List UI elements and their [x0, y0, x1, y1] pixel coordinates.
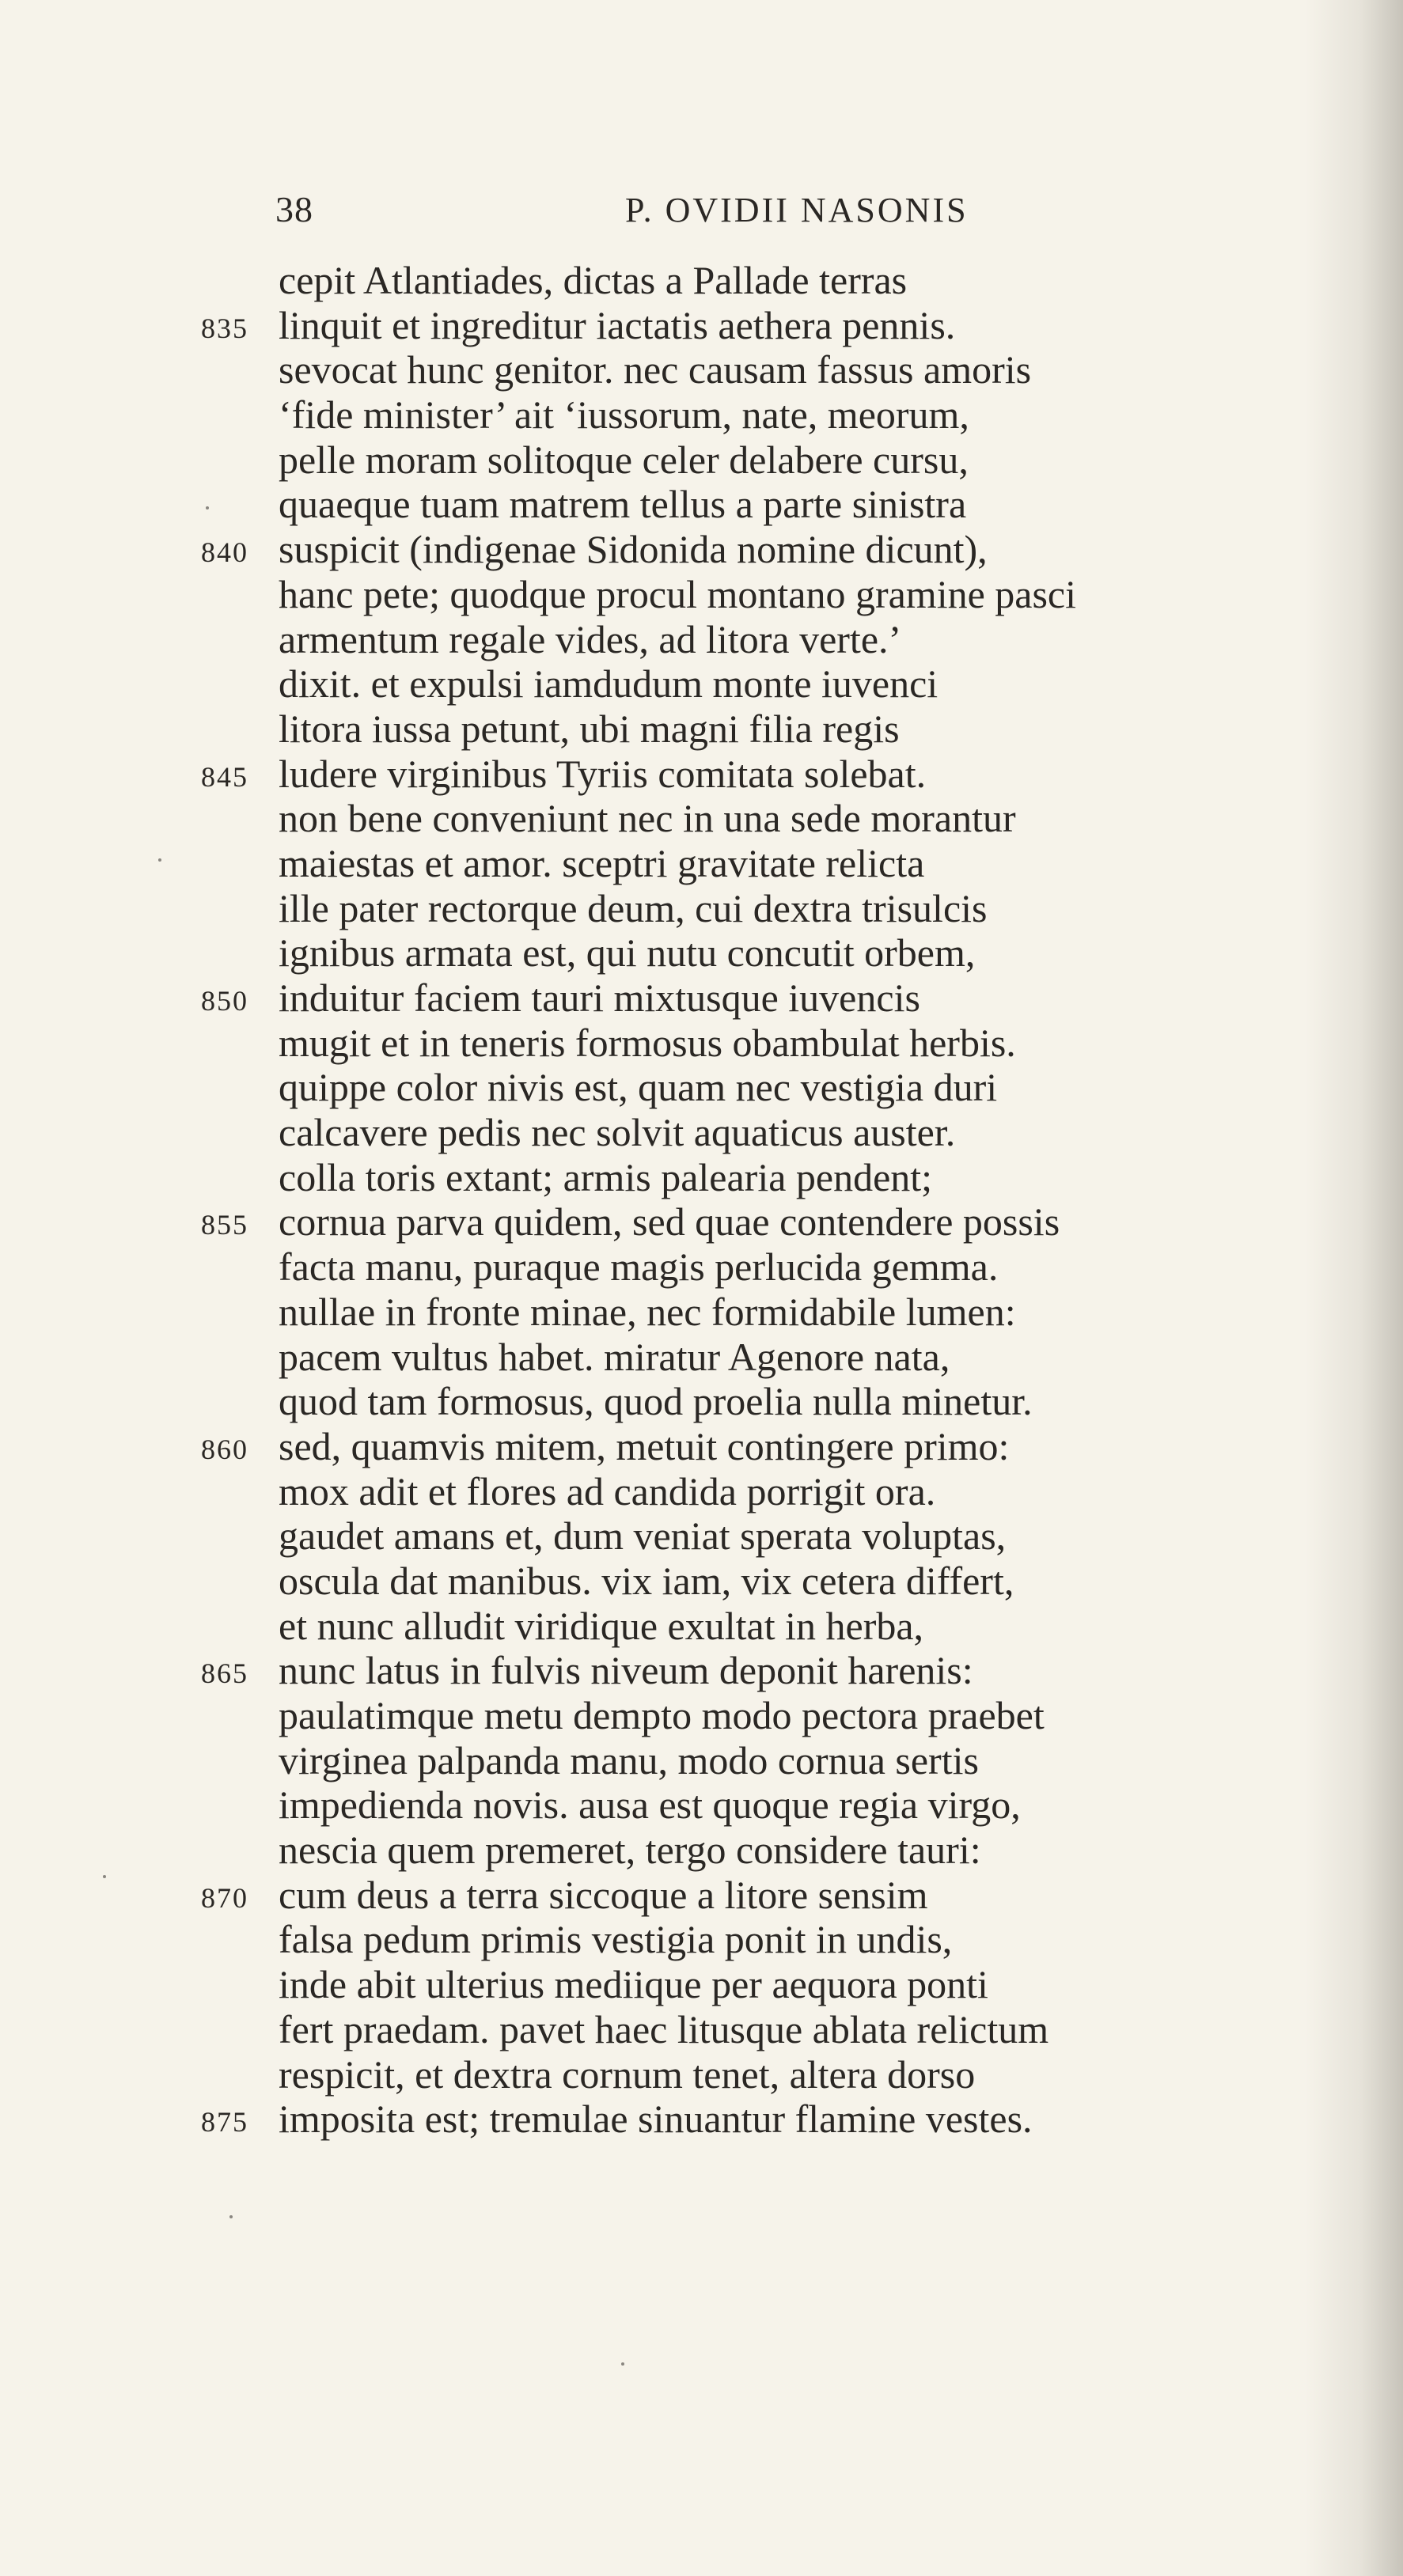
- verse-line: [0, 1244, 1403, 1290]
- verse-line: [0, 303, 1403, 348]
- verse-line: [0, 1335, 1403, 1380]
- verse-line: [0, 886, 1403, 931]
- verse-text: mox adit et flores ad candida porrigit ora.: [279, 1468, 936, 1513]
- verse-text: maiestas et amor. sceptri gravitate relicta: [279, 840, 925, 885]
- verse-line: [0, 661, 1403, 707]
- verse-text: ‘fide minister’ ait ‘iussorum, nate, meorum,: [279, 392, 969, 438]
- verse-text: ille pater rectorque deum, cui dextra trisulcis: [279, 885, 988, 930]
- line-number: 860: [201, 1433, 248, 1465]
- verse-line: [0, 796, 1403, 841]
- verse-text: pacem vultus habet. miratur Agenore nata,: [279, 1334, 950, 1379]
- verse-text: non bene conveniunt nec in una sede morantur: [279, 796, 1016, 841]
- paper-speck: [621, 2362, 624, 2366]
- verse-line: [0, 2007, 1403, 2052]
- verse-line: [0, 1424, 1403, 1469]
- verse-text: virginea palpanda manu, modo cornua sertis: [279, 1737, 979, 1782]
- paper-speck: [206, 506, 209, 510]
- verse-text: ignibus armata est, qui nutu concutit orbem,: [279, 930, 976, 975]
- running-head: P. OVIDII NASONIS: [625, 191, 969, 229]
- line-number: 845: [201, 760, 248, 793]
- verse-line: [0, 975, 1403, 1021]
- line-number: 850: [201, 985, 248, 1017]
- verse-line: [0, 841, 1403, 886]
- verse-text: ludere virginibus Tyriis comitata solebat.: [279, 751, 927, 796]
- verse-line: [0, 1021, 1403, 1066]
- verse-text: induitur faciem tauri mixtusque iuvencis: [279, 975, 920, 1020]
- verse-text: calcavere pedis nec solvit aquaticus auster.: [279, 1110, 956, 1155]
- verse-line: [0, 1559, 1403, 1604]
- verse-text: mugit et in teneris formosus obambulat herbis.: [279, 1020, 1016, 1065]
- verse-line: [0, 1379, 1403, 1424]
- verse-text: falsa pedum primis vestigia ponit in undis,: [279, 1917, 953, 1962]
- verse-text: gaudet amans et, dum veniat sperata voluptas,: [279, 1513, 1007, 1559]
- verse-line: [0, 258, 1403, 303]
- line-number: 865: [201, 1657, 248, 1690]
- verse-text: nunc latus in fulvis niveum deponit harenis:: [279, 1648, 973, 1693]
- verse-text: imposita est; tremulae sinuantur flamine vestes.: [279, 2097, 1033, 2142]
- verse-line: [0, 392, 1403, 438]
- line-number: 835: [201, 312, 248, 344]
- verse-text: respicit, et dextra cornum tenet, altera dorso: [279, 2051, 976, 2097]
- verse-text: nullae in fronte minae, nec formidabile lumen:: [279, 1289, 1016, 1334]
- verse-text: oscula dat manibus. vix iam, vix cetera differt,: [279, 1558, 1014, 1603]
- verse-block: [0, 258, 1403, 2142]
- verse-text: armentum regale vides, ad litora verte.’: [279, 616, 902, 661]
- verse-line: [0, 1873, 1403, 1918]
- verse-line: [0, 1648, 1403, 1693]
- page-number: 38: [275, 189, 313, 229]
- verse-line: [0, 752, 1403, 797]
- verse-line: [0, 707, 1403, 752]
- paper-speck: [229, 2215, 233, 2218]
- verse-text: suspicit (indigenae Sidonida nomine dicunt),: [279, 527, 988, 572]
- verse-line: [0, 1917, 1403, 1962]
- verse-line: [0, 572, 1403, 617]
- verse-line: [0, 2052, 1403, 2097]
- verse-text: litora iussa petunt, ubi magni filia regis: [279, 706, 900, 751]
- verse-line: [0, 930, 1403, 975]
- verse-line: [0, 1065, 1403, 1110]
- verse-text: quippe color nivis est, quam nec vestigia duri: [279, 1065, 998, 1110]
- verse-line: [0, 1962, 1403, 2007]
- verse-line: [0, 482, 1403, 527]
- verse-text: sevocat hunc genitor. nec causam fassus amoris: [279, 347, 1032, 392]
- verse-line: [0, 1469, 1403, 1514]
- verse-text: hanc pete; quodque procul montano gramine pasci: [279, 571, 1077, 616]
- verse-text: cornua parva quidem, sed quae contendere possis: [279, 1199, 1060, 1244]
- verse-text: paulatimque metu dempto modo pectora praebet: [279, 1693, 1045, 1737]
- verse-text: nescia quem premeret, tergo considere tauri:: [279, 1828, 981, 1873]
- verse-line: [0, 617, 1403, 662]
- line-number: 855: [201, 1209, 248, 1241]
- verse-line: [0, 1604, 1403, 1649]
- verse-text: fert praedam. pavet haec litusque ablata relictum: [279, 2006, 1049, 2051]
- verse-line: [0, 1110, 1403, 1155]
- verse-line: [0, 1738, 1403, 1783]
- verse-text: sed, quamvis mitem, metuit contingere primo:: [279, 1423, 1010, 1468]
- verse-text: pelle moram solitoque celer delabere cursu,: [279, 437, 969, 482]
- verse-text: impedienda novis. ausa est quoque regia virgo,: [279, 1782, 1021, 1828]
- verse-line: [0, 1513, 1403, 1559]
- paper-speck: [158, 858, 161, 862]
- verse-line: [0, 1782, 1403, 1828]
- verse-text: inde abit ulterius mediique per aequora ponti: [279, 1962, 988, 2007]
- verse-line: [0, 527, 1403, 572]
- verse-text: facta manu, puraque magis perlucida gemma.: [279, 1244, 999, 1290]
- line-number: 870: [201, 1881, 248, 1914]
- verse-line: [0, 1155, 1403, 1200]
- line-number: 840: [201, 536, 248, 569]
- verse-text: cum deus a terra siccoque a litore sensim: [279, 1872, 928, 1917]
- verse-text: cepit Atlantiades, dictas a Pallade terras: [279, 258, 908, 302]
- verse-line: [0, 438, 1403, 483]
- verse-line: [0, 1290, 1403, 1335]
- verse-line: [0, 1828, 1403, 1873]
- verse-line: [0, 1199, 1403, 1244]
- verse-line: [0, 347, 1403, 392]
- verse-text: linquit et ingreditur iactatis aethera pennis.: [279, 302, 956, 347]
- verse-line: [0, 1693, 1403, 1738]
- paper-speck: [103, 1875, 106, 1878]
- verse-text: quaeque tuam matrem tellus a parte sinistra: [279, 482, 967, 527]
- line-number: 875: [201, 2106, 248, 2138]
- verse-text: et nunc alludit viridique exultat in herba,: [279, 1603, 924, 1648]
- verse-text: dixit. et expulsi iamdudum monte iuvenci: [279, 661, 938, 707]
- verse-text: colla toris extant; armis palearia pendent;: [279, 1154, 933, 1199]
- verse-text: quod tam formosus, quod proelia nulla minetur.: [279, 1379, 1033, 1424]
- verse-line: [0, 2097, 1403, 2142]
